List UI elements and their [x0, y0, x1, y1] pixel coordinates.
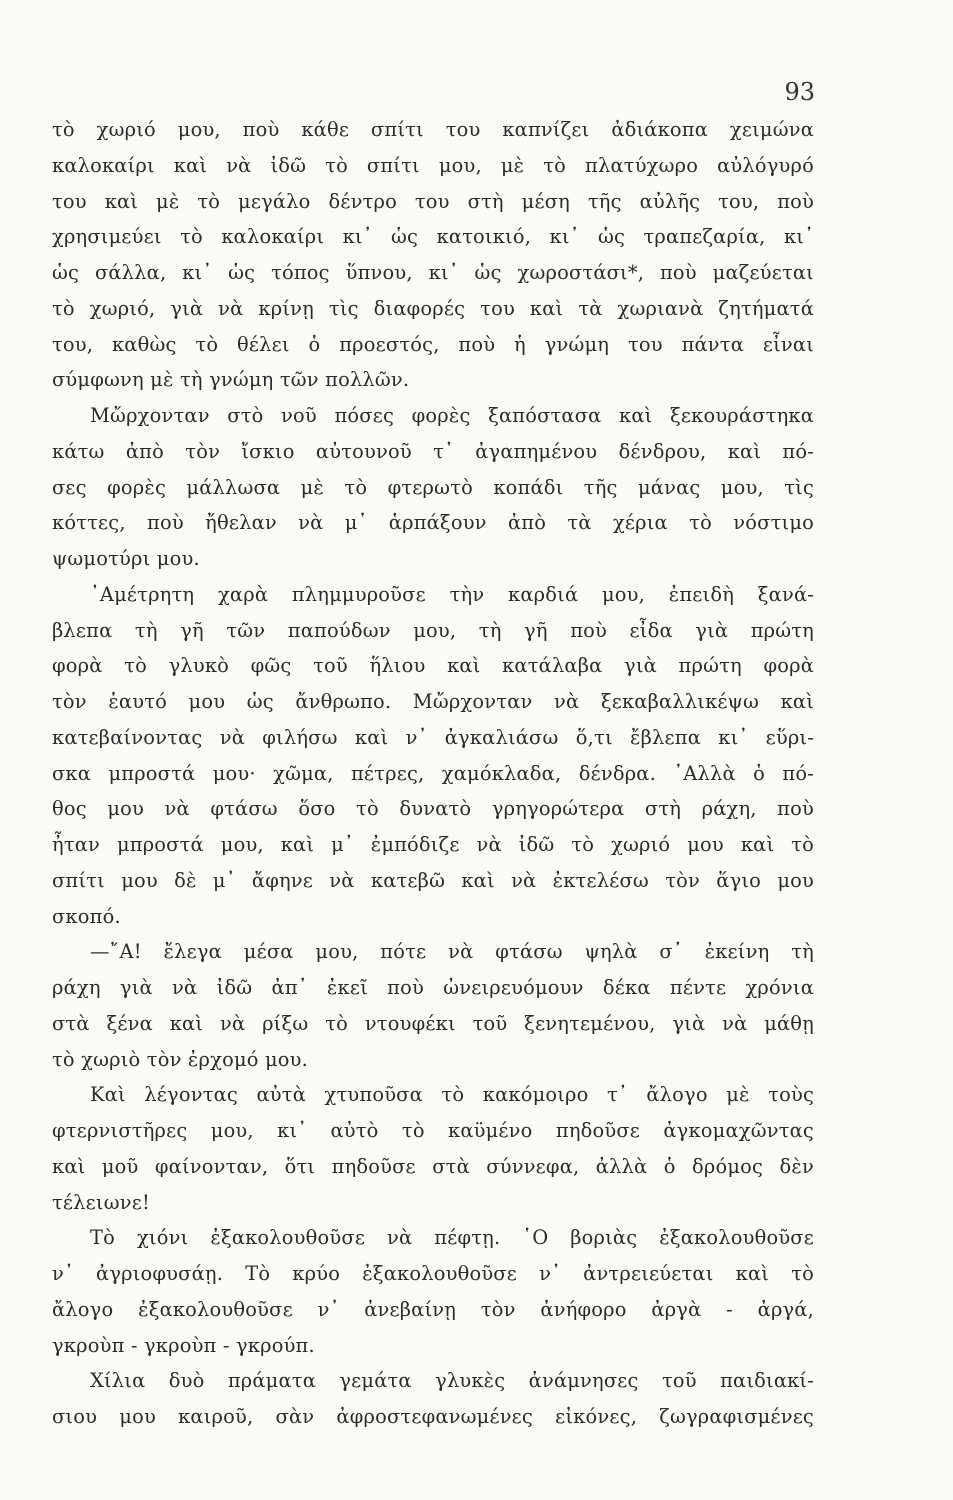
text-line: Καὶ λέγοντας αὐτὰ χτυποῦσα τὸ κακόμοιρο τ᾿ ἄλογο μὲ τοὺς	[90, 1083, 814, 1107]
text-line: Τὸ χιόνι ἐξακολουθοῦσε νὰ πέφτῃ. ῾Ο βοριὰς ἐξακολουθοῦσε	[90, 1226, 814, 1250]
text-line: κόττες, ποὺ ἤθελαν νὰ μ᾿ ἁρπάξουν ἀπὸ τὰ χέρια τὸ νόστιμο	[52, 511, 814, 535]
text-line: τὸ χωριὸ τὸν ἐρχομό μου.	[52, 1047, 309, 1071]
text-line: θος μου νὰ φτάσω ὅσο τὸ δυνατὸ γρηγορώτερα στὴ ράχη, ποὺ	[52, 797, 814, 821]
page-number: 93	[784, 78, 815, 106]
text-line: φορὰ τὸ γλυκὸ φῶς τοῦ ἥλιου καὶ κατάλαβα γιὰ πρώτη φορὰ	[52, 654, 814, 678]
text-line: σιου μου καιροῦ, σὰν ἀφροστεφανωμένες εἰκόνες, ζωγραφισμένες	[52, 1405, 814, 1428]
text-line: φτερνιστῆρες μου, κι᾿ αὐτὸ τὸ καϋμένο πηδοῦσε ἀγκομαχῶντας	[52, 1119, 814, 1142]
text-line: σες φορὲς μάλλωσα μὲ τὸ φτερωτὸ κοπάδι τῆς μάνας μου, τὶς	[52, 475, 814, 499]
text-line: ᾿Αμέτρητη χαρὰ πλημμυροῦσε τὴν καρδιά μου, ἐπειδὴ ξανά-	[90, 582, 814, 606]
text-line: ράχη γιὰ νὰ ἰδῶ ἀπ᾿ ἐκεῖ ποὺ ὠνειρευόμουν δέκα πέντε χρόνια	[52, 976, 814, 999]
text-line: στὰ ξένα καὶ νὰ ρίξω τὸ ντουφέκι τοῦ ξενητεμένου, γιὰ νὰ μάθῃ	[52, 1011, 814, 1035]
text-line: σπίτι μου δὲ μ᾿ ἄφηνε νὰ κατεβῶ καὶ νὰ ἐκτελέσω τὸν ἅγιο μου	[52, 868, 814, 892]
text-line: καλοκαίρι καὶ νὰ ἰδῶ τὸ σπίτι μου, μὲ τὸ πλατύχωρο αὐλόγυρό	[52, 153, 814, 177]
text-line: τὸ χωριό μου, ποὺ κάθε σπίτι του καπνίζει ἀδιάκοπα χειμώνα	[52, 118, 814, 141]
text-line: καὶ μοῦ φαίνονταν, ὅτι πηδοῦσε στὰ σύννεφα, ἀλλὰ ὁ δρόμος δὲν	[52, 1154, 814, 1178]
text-line: τέλειωνε!	[52, 1190, 150, 1214]
text-line: —῎Α! ἔλεγα μέσα μου, πότε νὰ φτάσω ψηλὰ σ᾿ ἐκείνη τὴ	[90, 940, 814, 964]
text-line: σύμφωνη μὲ τὴ γνώμη τῶν πολλῶν.	[52, 368, 410, 392]
text-line: κατεβαίνοντας νὰ φιλήσω καὶ ν᾿ ἀγκαλιάσω ὅ,τι ἔβλεπα κι᾿ εὕρι-	[52, 725, 814, 749]
text-line: ὡς σάλλα, κι᾿ ὡς τόπος ὕπνου, κι᾿ ὡς χωροστάσι*, ποὺ μαζεύεται	[52, 261, 814, 284]
text-line: χρησιμεύει τὸ καλοκαίρι κι᾿ ὡς κατοικιό, κι᾿ ὡς τραπεζαρία, κι᾿	[52, 225, 814, 249]
text-line: γκροὺπ - γκροὺπ - γκρούπ.	[52, 1333, 315, 1357]
text-line: τὸ χωριό, γιὰ νὰ κρίνῃ τὶς διαφορές του καὶ τὰ χωριανὰ ζητήματά	[52, 296, 814, 320]
paragraph	[52, 398, 814, 577]
paragraph	[52, 1077, 814, 1220]
paragraph	[52, 112, 814, 398]
text-line: ν᾿ ἀγριοφυσάῃ. Τὸ κρύο ἐξακολουθοῦσε ν᾿ ἀντρειεύεται καὶ τὸ	[52, 1262, 814, 1285]
paragraph	[52, 934, 814, 1077]
paragraph	[52, 1363, 814, 1435]
paragraph	[52, 577, 814, 935]
text-line: κάτω ἀπὸ τὸν ἴσκιο αὐτουνοῦ τ᾿ ἀγαπημένου δένδρου, καὶ πό-	[52, 439, 814, 463]
text-line: ψωμοτύρι μου.	[52, 547, 200, 570]
paragraph	[52, 1220, 814, 1363]
text-line: ἄλογο ἐξακολουθοῦσε ν᾿ ἀνεβαίνῃ τὸν ἀνήφορο ἀργὰ - ἀργά,	[52, 1297, 814, 1321]
text-line: Χίλια δυὸ πράματα γεμάτα γλυκὲς ἀνάμνησες τοῦ παιδιακί-	[90, 1369, 814, 1393]
text-line: Μὤρχονταν στὸ νοῦ πόσες φορὲς ξαπόστασα καὶ ξεκουράστηκα	[90, 404, 814, 427]
text-line: σκοπό.	[52, 904, 121, 928]
text-line: βλεπα τὴ γῆ τῶν παπούδων μου, τὴ γῆ ποὺ εἶδα γιὰ πρώτη	[52, 618, 814, 642]
text-line: τὸν ἑαυτό μου ὡς ἄνθρωπο. Μὤρχονταν νὰ ξεκαβαλλικέψω καὶ	[52, 690, 814, 713]
text-line: ἦταν μπροστά μου, καὶ μ᾿ ἐμπόδιζε νὰ ἰδῶ τὸ χωριό μου καὶ τὸ	[52, 833, 814, 856]
text-line: του καὶ μὲ τὸ μεγάλο δέντρο του στὴ μέση τῆς αὐλῆς του, ποὺ	[52, 189, 814, 213]
text-line: σκα μπροστά μου· χῶμα, πέτρες, χαμόκλαδα, δένδρα. ᾿Αλλὰ ὁ πό-	[52, 761, 814, 785]
body-text	[52, 112, 814, 1435]
text-line: του, καθὼς τὸ θέλει ὁ προεστός, ποὺ ἡ γνώμη του πάντα εἶναι	[52, 332, 814, 356]
